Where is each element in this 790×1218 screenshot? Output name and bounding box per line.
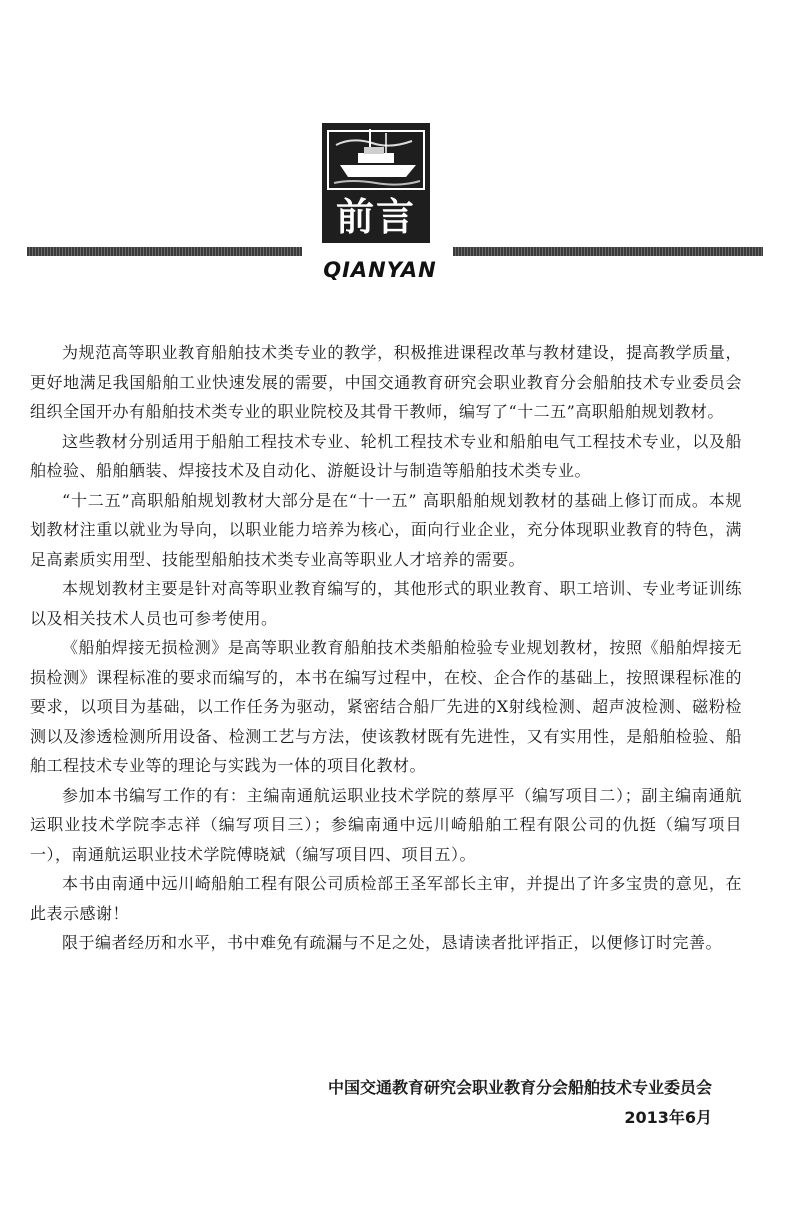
header-emblem: [322, 123, 430, 243]
ship-emblem-icon: [322, 123, 430, 193]
paragraph: 本书由南通中远川崎船舶工程有限公司质检部王圣军部长主审，并提出了许多宝贵的意见，在此表示感谢！: [30, 874, 742, 923]
paragraph: 参加本书编写工作的有：主编南通航运职业技术学院的蔡厚平（编写项目二）；副主编南通航运职业技术学院李志祥（编写项目三）；参编南通中远川崎船舶工程有限公司的仇挺（编写项目一），南通航运职业技术学院傅晓斌（编写项目四、项目五）。: [30, 785, 742, 864]
paragraph: 本规划教材主要是针对高等职业教育编写的，其他形式的职业教育、职工培训、专业考证训练以及相关技术人员也可参考使用。: [30, 579, 742, 628]
header-rule-right: [453, 247, 763, 256]
paragraph: 限于编者经历和水平，书中难免有疏漏与不足之处，恳请读者批评指正，以便修订时完善。: [62, 933, 723, 952]
preface-body: [30, 338, 742, 958]
signature-organization: 中国交通教育研究会职业教育分会船舶技术专业委员会: [327, 1078, 712, 1097]
page-subtitle: QIANYAN: [323, 258, 437, 282]
paragraph: 《船舶焊接无损检测》是高等职业教育船舶技术类船舶检验专业规划教材，按照《船舶焊接无损检测》课程标准的要求而编写的，本书在编写过程中，在校、企合作的基础上，按照课程标准的要求，以项目为基础，以工作任务为驱动，紧密结合船厂先进的X射线检测、超声波检测、磁粉检测以及渗透检测所用设备、检测工艺与方法，使该教材既有先进性，又有实用性，是船舶检验、船舶工程技术专业等的理论与实践为一体的项目化教材。: [30, 638, 742, 775]
signature-block: [252, 1073, 712, 1133]
signature-date: 2013年6月: [624, 1108, 712, 1127]
header-rule-left: [27, 247, 302, 256]
paragraph: “十二五”高职船舶规划教材大部分是在“十一五” 高职船舶规划教材的基础上修订而成。本规划教材注重以就业为导向，以职业能力培养为核心，面向行业企业，充分体现职业教育的特色，满足高素质实用型、技能型船舶技术类专业高等职业人才培养的需要。: [30, 490, 742, 569]
paragraph: 为规范高等职业教育船舶技术类专业的教学，积极推进课程改革与教材建设，提高教学质量，更好地满足我国船舶工业快速发展的需要，中国交通教育研究会职业教育分会船舶技术专业委员会组织全国开办有船舶技术类专业的职业院校及其骨干教师，编写了“十二五”高职船舶规划教材。: [30, 343, 742, 421]
page-title: 前言: [335, 195, 416, 239]
paragraph: 这些教材分别适用于船舶工程技术专业、轮机工程技术专业和船舶电气工程技术专业，以及船舶检验、船舶舾装、焊接技术及自动化、游艇设计与制造等船舶技术类专业。: [30, 431, 742, 480]
